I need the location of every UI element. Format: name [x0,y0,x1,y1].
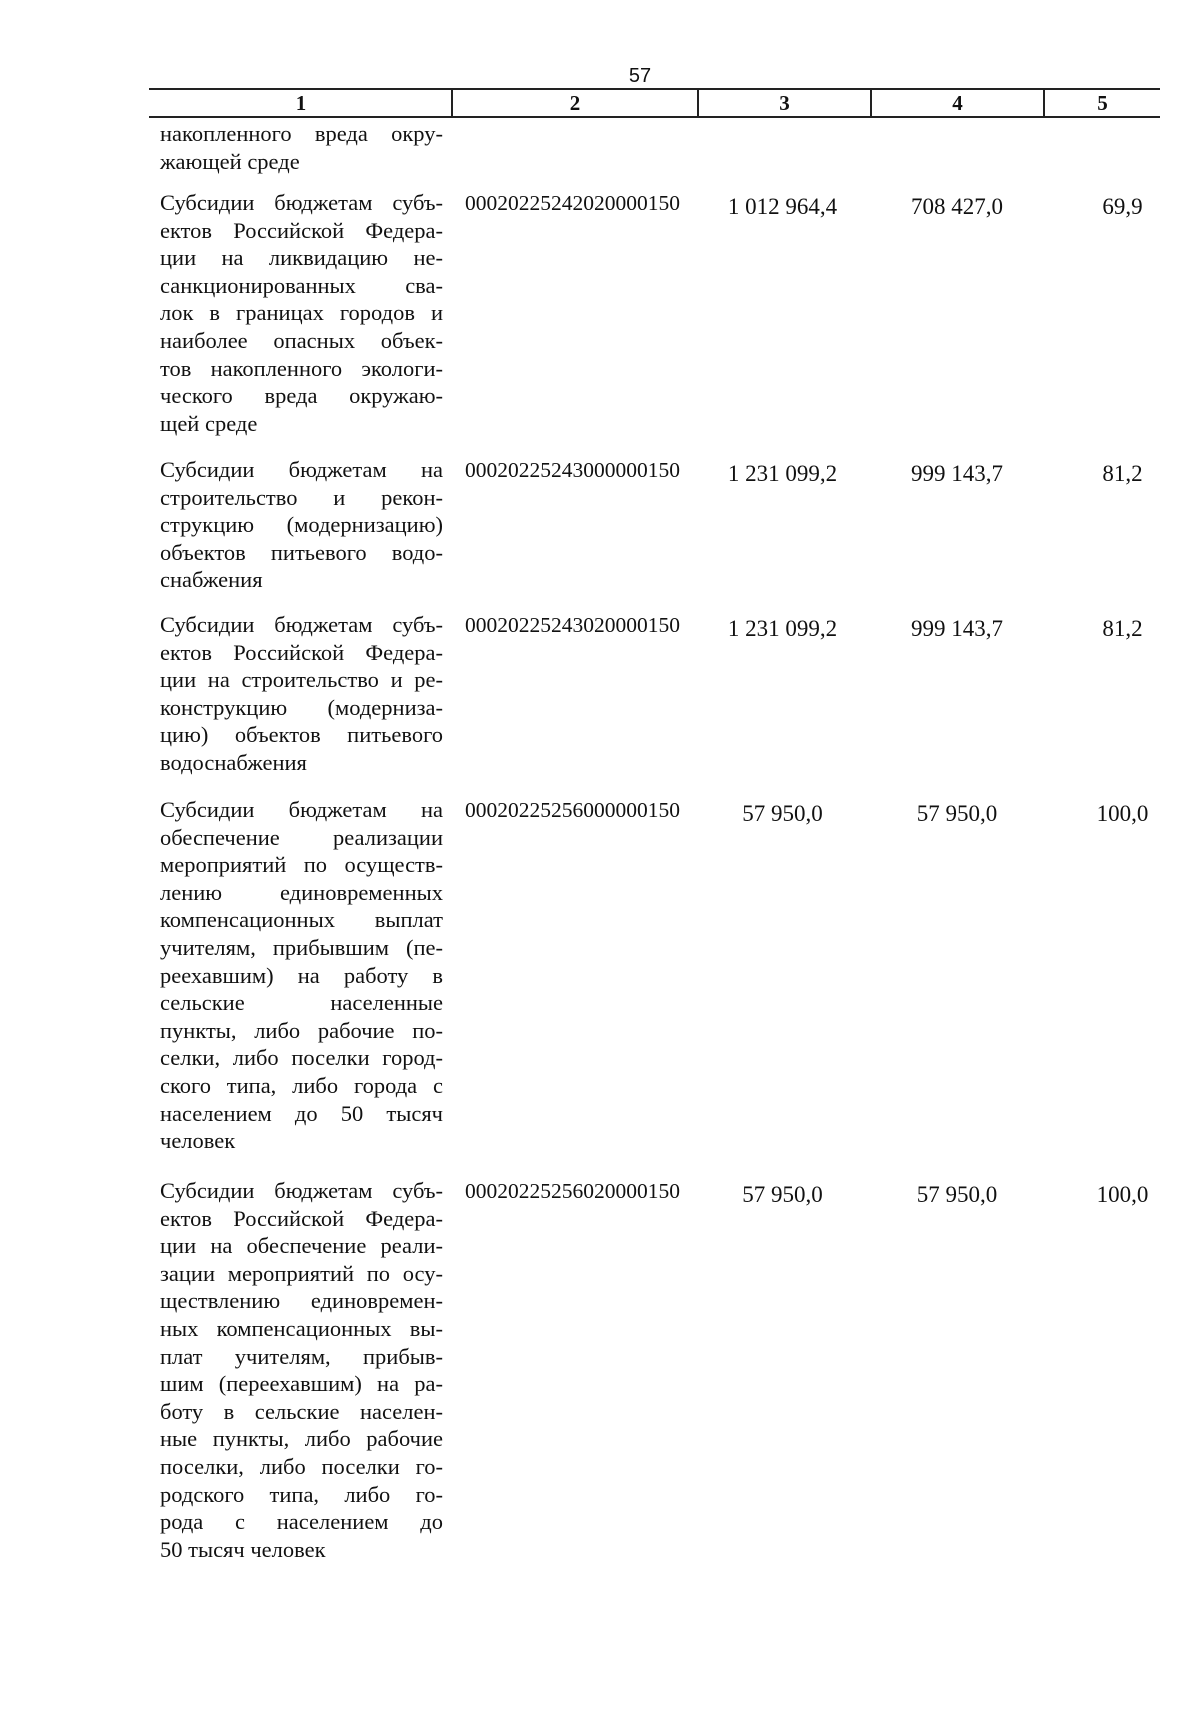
description-line: наиболее опасных объек- [160,327,443,353]
description-line: рода с населением до [160,1509,443,1535]
description-line: боту в сельские населен- [160,1398,443,1424]
description-line: компенсационных выплат [160,907,443,933]
description-line: населением до 50 тысяч [160,1100,443,1126]
description-line: водоснабжения [160,749,307,775]
description-line: Субсидии бюджетам субъ- [160,612,443,637]
code-cell: 00020225256000000150 [465,798,680,822]
description-line: жающей среде [160,148,300,174]
description-cell [160,120,443,175]
description-line: плат учителям, прибыв- [160,1343,443,1369]
description-line: мероприятий по осуществ- [160,852,443,878]
description-line: ные пункты, либо рабочие [160,1426,443,1452]
percent-cell: 100,0 [1096,1182,1149,1207]
code-cell: 00020225256020000150 [465,1179,680,1203]
description-line: сельские населенные [160,990,443,1016]
description-line: тов накопленного экологи- [160,355,443,381]
description-line: Субсидии бюджетам на [160,457,443,482]
code-cell: 00020225242020000150 [465,191,680,215]
header-col-5: 5 [1097,91,1108,115]
description-line: ческого вреда окружаю- [160,383,443,409]
fact-cell: 999 143,7 [911,616,1003,641]
description-line: 50 тысяч человек [160,1536,326,1562]
description-line: ектов Российской Федера- [160,639,443,665]
description-line: ных компенсационных вы- [160,1315,443,1341]
fact-cell: 57 950,0 [916,1182,998,1207]
plan-cell: 1 231 099,2 [727,461,838,486]
description-line: санкционированных сва- [160,272,443,298]
description-line: строительство и рекон- [160,484,443,510]
header-col-2: 2 [569,91,581,115]
description-cell [160,189,443,437]
percent-cell: 69,9 [1102,194,1143,219]
description-line: ции на ликвидацию не- [160,245,443,271]
description-line: струкцию (модернизацию) [160,512,443,538]
percent-cell: 81,2 [1102,461,1143,486]
description-line: ектов Российской Федера- [160,1205,443,1231]
description-line: цию) объектов питьевого [160,722,443,748]
description-line: ектов Российской Федера- [160,217,443,243]
fact-cell: 999 143,7 [911,461,1003,486]
description-cell [160,456,443,594]
description-line: щей среде [160,410,258,436]
description-line: реехавшим) на работу в [160,962,443,988]
description-line: селки, либо поселки город- [160,1045,443,1071]
description-line: объектов питьевого водо- [160,539,443,565]
header-top-rule [149,88,1160,90]
description-line: поселки, либо поселки го- [160,1453,443,1479]
description-line: накопленного вреда окру- [160,121,443,146]
description-line: лению единовременных [160,879,443,905]
description-cell [160,1177,443,1563]
description-line: зации мероприятий по осу- [160,1260,443,1286]
header-col-3: 3 [779,91,790,115]
description-line: родского типа, либо го- [160,1481,443,1507]
plan-cell: 57 950,0 [742,801,823,826]
description-line: ского типа, либо города с [160,1072,443,1098]
plan-cell: 1 231 099,2 [727,616,838,641]
plan-cell: 1 012 964,4 [727,194,838,219]
description-cell [160,796,443,1155]
percent-cell: 81,2 [1102,616,1143,641]
description-cell [160,611,443,777]
description-line: человек [160,1128,236,1154]
description-line: ции на обеспечение реали- [160,1233,443,1259]
percent-cell: 100,0 [1096,801,1149,826]
description-line: пункты, либо рабочие по- [160,1017,443,1043]
code-cell: 00020225243020000150 [465,613,680,637]
description-line: шим (переехавшим) на ра- [160,1371,443,1397]
description-line: ществлению единовремен- [160,1288,443,1314]
page-number: 57 [628,65,652,87]
code-cell: 00020225243000000150 [465,458,680,482]
header-col-4: 4 [952,91,963,115]
description-line: конструкцию (модерниза- [160,694,443,720]
description-line: обеспечение реализации [160,824,443,850]
description-line: Субсидии бюджетам субъ- [160,190,443,215]
fact-cell: 708 427,0 [911,194,1003,219]
fact-cell: 57 950,0 [916,801,998,826]
description-line: Субсидии бюджетам на [160,797,443,822]
header-bottom-rule [149,116,1160,118]
description-line: Субсидии бюджетам субъ- [160,1178,443,1203]
description-line: ции на строительство и ре- [160,667,443,693]
description-line: учителям, прибывшим (пе- [160,934,443,960]
description-line: лок в границах городов и [160,300,443,326]
plan-cell: 57 950,0 [742,1182,823,1207]
description-line: снабжения [160,567,263,593]
header-col-1: 1 [295,91,307,115]
